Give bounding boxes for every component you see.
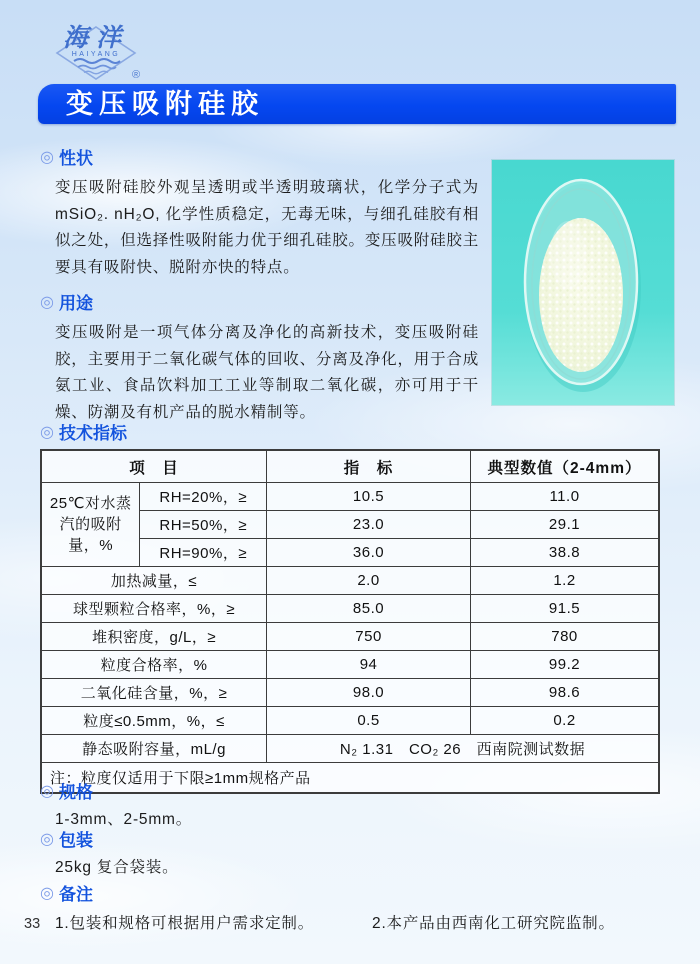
section-heading [40, 144, 480, 169]
table-cell: N₂ 1.31 CO₂ 26 西南院测试数据 [267, 735, 659, 763]
table-cell: 0.2 [471, 707, 660, 735]
table-cell: 85.0 [267, 595, 471, 623]
section-heading [40, 778, 480, 803]
table-cell: 91.5 [471, 595, 660, 623]
section-body-text: 变压吸附硅胶外观呈透明或半透明玻璃状，化学分子式为mSiO₂. nH₂O, 化学性质稳定，无毒无味，与细孔硅胶有相似之处，但选择性吸附能力优于细孔硅胶。变压吸附硅胶主要具有吸附快、脱附亦快的特点。 [55, 179, 479, 276]
section-bullet-icon: ◎ [40, 293, 54, 311]
section-body-text: 1-3mm、2-5mm。 [55, 811, 193, 828]
silica-gel-dish-image [492, 160, 674, 405]
section-bullet-icon: ◎ [40, 830, 54, 848]
table-cell: 堆积密度，g/L，≥ [41, 623, 267, 651]
header-cell-item: 项 目 [41, 450, 267, 483]
haiyang-logo-icon [48, 16, 144, 84]
section-bullet-icon: ◎ [40, 423, 54, 441]
table-row [41, 735, 659, 763]
table-cell: 780 [471, 623, 660, 651]
section-heading-label: 用途 [58, 294, 93, 313]
section-remarks [40, 880, 660, 933]
table-cell: 98.6 [471, 679, 660, 707]
section-specs [40, 419, 480, 444]
table-cell: 94 [267, 651, 471, 679]
section-heading-label: 包装 [58, 831, 93, 850]
section-bullet-icon: ◎ [40, 884, 54, 902]
table-cell: 1.2 [471, 567, 660, 595]
table-cell: 加热减量，≤ [41, 567, 267, 595]
product-title-bar [38, 84, 676, 124]
page-number: 33 [24, 916, 41, 932]
table-cell: RH=50%，≥ [140, 511, 267, 539]
section-heading [40, 419, 480, 444]
table-row [41, 595, 659, 623]
table-cell: 38.8 [471, 539, 660, 567]
section-heading [40, 826, 480, 851]
section-heading [40, 289, 480, 314]
table-row [41, 483, 659, 511]
table-cell: 98.0 [267, 679, 471, 707]
table-cell: RH=90%，≥ [140, 539, 267, 567]
table-header-row [41, 450, 659, 483]
table-cell: 99.2 [471, 651, 660, 679]
section-heading-label: 技术指标 [58, 424, 127, 443]
table-row [41, 707, 659, 735]
table-cell: 二氧化硅含量，%，≥ [41, 679, 267, 707]
technical-specs-table [40, 449, 660, 794]
section-body-text: 变压吸附是一项气体分离及净化的高新技术，变压吸附硅胶，主要用于二氧化碳气体的回收、分离及净化，用于合成氨工业、食品饮料加工工业等制取二氧化碳，亦可用于干燥、防潮及有机产品的脱水精制等。 [55, 324, 479, 421]
section-uses [40, 289, 480, 426]
table-note-cell: 注：粒度仅适用于下限≥1mm规格产品 [41, 763, 659, 794]
section-body-text: 25kg 复合袋装。 [55, 859, 179, 876]
section-packaging [40, 826, 480, 882]
table-cell: 36.0 [267, 539, 471, 567]
section-bullet-icon: ◎ [40, 148, 54, 166]
section-heading [40, 880, 660, 905]
table-row [41, 679, 659, 707]
table-cell: 11.0 [471, 483, 660, 511]
table-cell: 10.5 [267, 483, 471, 511]
remarks-body [55, 911, 660, 933]
group-label-cell: 25℃对水蒸汽的吸附量，% [41, 483, 140, 567]
table-row [41, 623, 659, 651]
product-title: 变压吸附硅胶 [66, 89, 264, 119]
section-bullet-icon: ◎ [40, 782, 54, 800]
registered-mark-icon: ® [131, 69, 141, 81]
logo-latin-text: HAIYANG [71, 51, 121, 58]
section-properties [40, 144, 480, 281]
table-cell: 球型颗粒合格率，%，≥ [41, 595, 267, 623]
product-photo [492, 160, 674, 405]
remark-note-1: 1.包装和规格可根据用户需求定制。 [55, 915, 315, 932]
table-cell: 粒度≤0.5mm，%，≤ [41, 707, 267, 735]
table-cell: 750 [267, 623, 471, 651]
table-cell: 2.0 [267, 567, 471, 595]
table-cell: 0.5 [267, 707, 471, 735]
section-heading-label: 性状 [58, 149, 93, 168]
header-cell-typical: 典型数值（2-4mm） [471, 450, 660, 483]
section-heading-label: 备注 [58, 885, 93, 904]
remark-note-2: 2.本产品由西南化工研究院监制。 [372, 915, 615, 932]
table-cell: 静态吸附容量，mL/g [41, 735, 267, 763]
table-row [41, 651, 659, 679]
table-row [41, 567, 659, 595]
logo-chinese-text: 海洋 [62, 24, 130, 52]
table-cell: RH=20%，≥ [140, 483, 267, 511]
table-cell: 粒度合格率，% [41, 651, 267, 679]
table-cell: 23.0 [267, 511, 471, 539]
section-heading-label: 规格 [58, 783, 93, 802]
brand-logo [48, 16, 144, 84]
table-cell: 29.1 [471, 511, 660, 539]
header-cell-spec: 指 标 [267, 450, 471, 483]
